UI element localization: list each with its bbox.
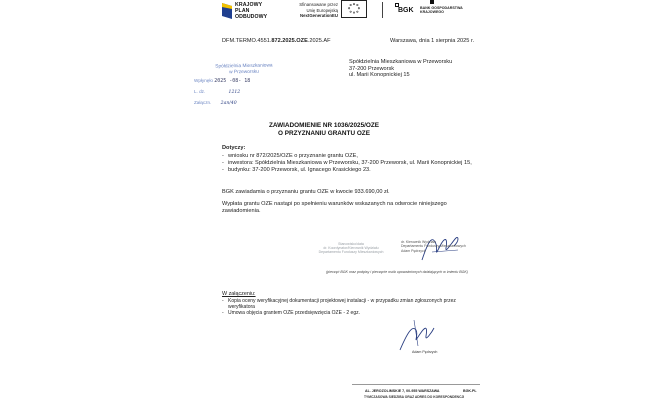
mid-signer-name: Adam Pędrzych bbox=[412, 350, 438, 354]
stamp-number-value: 1212 bbox=[228, 90, 241, 95]
stamp-org-line-2: w Przeworsku bbox=[229, 69, 260, 76]
list-item: - Kopia oceny weryfikacyjnej dokumentacji projektowej instalacji - w przypadku zmian zgłoszonych przez weryfikatora bbox=[222, 298, 484, 310]
kpo-line-2: PLAN bbox=[235, 8, 250, 14]
signature-right bbox=[401, 240, 481, 254]
list-item: - Umowa objęcia grantem OZE przedsięwzięcia OZE - 2 egz. bbox=[222, 310, 484, 316]
sig-right-line-2: Departamentu Funduszy Mieszkaniowych bbox=[401, 244, 466, 249]
kpo-logo-text bbox=[235, 2, 267, 20]
stamp-received-row bbox=[194, 78, 250, 84]
addressee-line-3: ul. Marii Konopnickiej 15 bbox=[349, 72, 410, 79]
sig-left-line-1: Stanowisko/data bbox=[338, 242, 364, 246]
stamp-attachments-row bbox=[194, 100, 237, 106]
reference-bold: 872.2025.OZE bbox=[271, 38, 308, 44]
stamp-organization bbox=[204, 63, 284, 76]
grant-amount-paragraph: BGK zawiadamia o przyznaniu grantu OZE w kwocie 933.690,00 zł. bbox=[222, 189, 390, 195]
footer-address: AL. JEROZOLIMSKIE 7, 00-955 WARSZAWA bbox=[365, 389, 440, 393]
eu-program: NextGenerationEU bbox=[300, 13, 338, 18]
sig-right-name: Adam Pędrzych bbox=[401, 249, 426, 254]
stamp-number-label: L. dz. bbox=[194, 89, 206, 94]
reference-number bbox=[222, 38, 331, 44]
stamp-number-row bbox=[194, 89, 240, 95]
bgk-full-name bbox=[420, 6, 463, 15]
sig-left-line-2: dr. Koordynator/Kierownik Wydziału bbox=[323, 246, 379, 251]
stamp-received-value: 2025 -08- 18 bbox=[214, 78, 251, 84]
dotyczy-list bbox=[222, 153, 484, 174]
bgk-corner-icon bbox=[430, 0, 434, 4]
dotyczy-label: Dotyczy: bbox=[222, 145, 246, 151]
addressee-line-1: Spółdzielnia Mieszkaniowa w Przeworsku bbox=[349, 59, 453, 65]
signature-left bbox=[306, 242, 396, 255]
document-title: ZAWIADOMIENIE NR 1036/2025/OZE bbox=[268, 122, 380, 129]
header-divider bbox=[382, 2, 383, 18]
payment-conditions-paragraph: Wypłata grantu OZE nastąpi po spełnieniu warunków wskazanych na odwrocie niniejszego zawiadomienia. bbox=[222, 201, 447, 214]
sig-right-line-1: dr. Kierownik Wydziału bbox=[401, 240, 437, 244]
attachments-list bbox=[222, 298, 484, 317]
reference-prefix: DFM.TERMO.4551. bbox=[222, 38, 272, 44]
sig-left-line-3: Departamentu Funduszy Mieszkaniowych bbox=[318, 250, 384, 255]
kpo-flag-icon bbox=[222, 3, 232, 19]
stamp-attachments-label: Załączn. bbox=[194, 100, 212, 105]
attachments-heading: W załączeniu: bbox=[222, 291, 256, 297]
stamp-received-label: Wpłynęło bbox=[194, 78, 213, 83]
place-date: Warszawa, dnia 1 sierpnia 2025 r. bbox=[390, 38, 475, 44]
list-item: - inwestora: Spółdzielnia Mieszkaniowa w Przeworsku, 37-200 Przeworsk, ul. Marii Konopnickiej 15, bbox=[222, 160, 484, 167]
list-item: - wniosku nr 872/2025/OZE o przyznanie grantu OZE, bbox=[222, 153, 484, 160]
addressee-line-2: 37-200 Przeworsk bbox=[349, 65, 395, 72]
kpo-logo bbox=[222, 2, 292, 20]
footer-website[interactable]: BGK.PL bbox=[463, 389, 477, 393]
document-subtitle: O PRZYZNANIU GRANTU OZE bbox=[278, 130, 370, 137]
stamp-org-line-1: Spółdzielnia Mieszkaniowa bbox=[215, 63, 273, 70]
signature-note: (pieczęć BGK oraz podpisy i pieczęcie osób upoważnionych działających w imieniu BGK) bbox=[325, 270, 469, 274]
bgk-name-line-1: BANK GOSPODARSTWA bbox=[420, 6, 463, 10]
kpo-line-1: KRAJOWY bbox=[235, 2, 263, 8]
addressee bbox=[349, 59, 452, 79]
footer-subtext: TYMCZASOWA SIEDZIBA ORAZ ADRES DO KORESPONDENCJI bbox=[364, 395, 465, 399]
eu-line-1: Sfinansowane przez bbox=[299, 2, 338, 7]
reference-suffix: .2025.AF bbox=[307, 38, 331, 44]
kpo-line-3: ODBUDOWY bbox=[235, 14, 268, 20]
eu-line-2: Unię Europejską bbox=[306, 7, 338, 13]
eu-funding-text bbox=[286, 2, 338, 19]
bgk-name-line-2: KRAJOWEGO bbox=[420, 10, 444, 15]
footer-divider bbox=[352, 384, 480, 385]
list-item: - budynku: 37-200 Przeworsk, ul. Ignacego Krasickiego 23. bbox=[222, 167, 484, 174]
eu-flag-icon bbox=[341, 0, 367, 18]
stamp-attachments-value: 2an/40 bbox=[220, 101, 237, 106]
bgk-logo: BGK bbox=[398, 7, 414, 14]
received-stamp bbox=[194, 64, 289, 112]
